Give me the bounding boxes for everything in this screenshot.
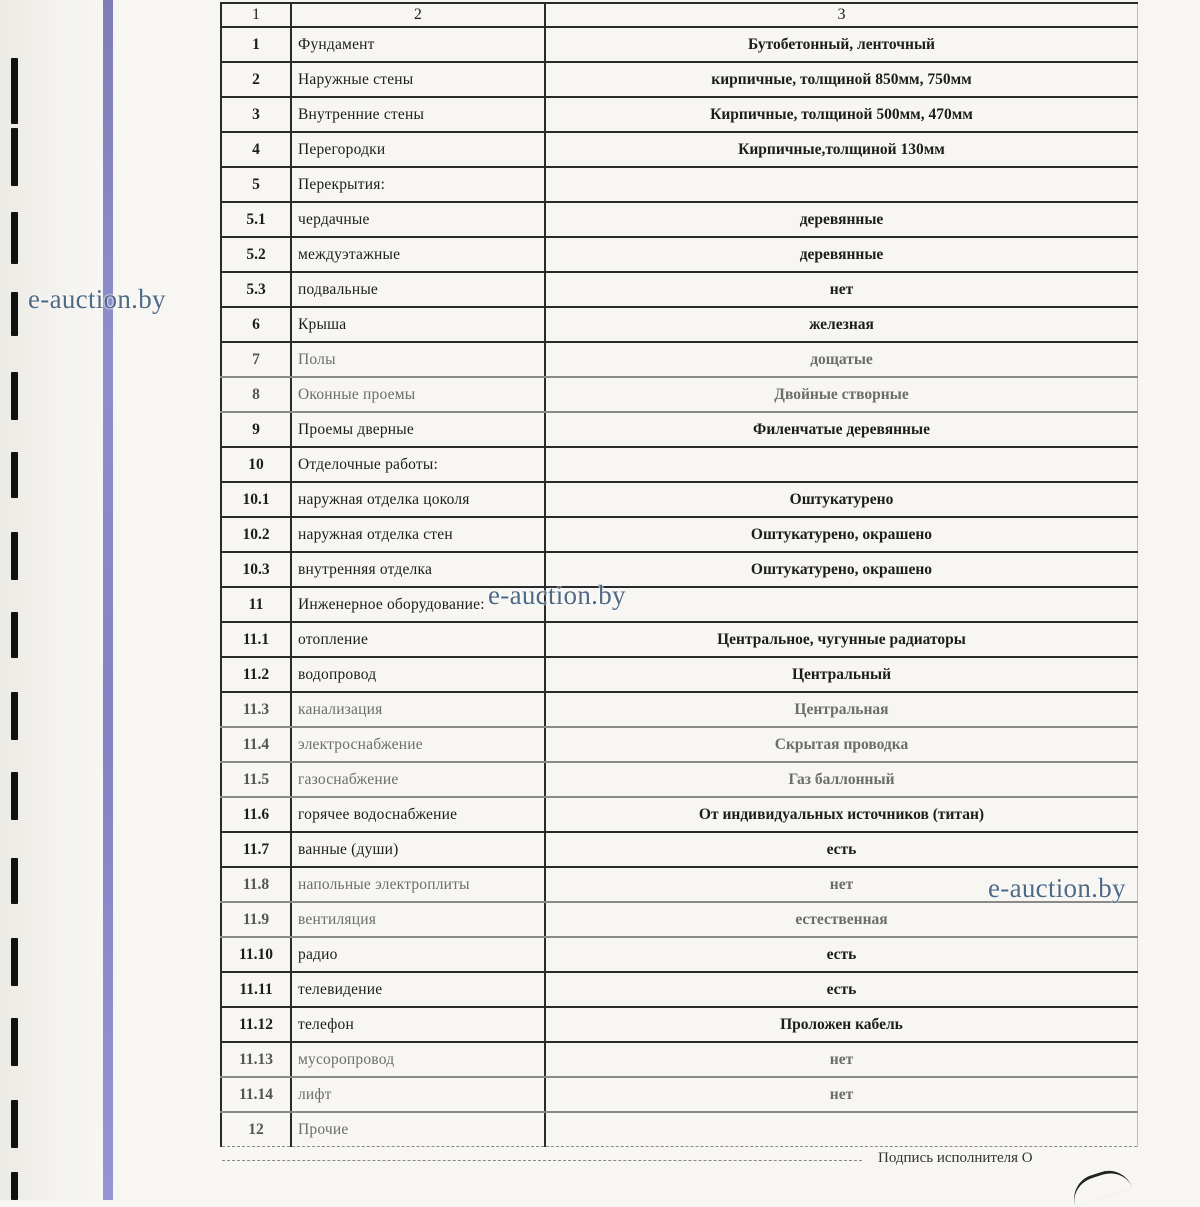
row-element: наружная отделка цоколя [291, 482, 545, 517]
table-row [221, 762, 1138, 797]
pen-stroke [1068, 1164, 1133, 1206]
row-element: Прочие [291, 1112, 545, 1147]
row-description: Филенчатые деревянные [545, 412, 1138, 447]
row-number: 10.1 [221, 482, 291, 517]
row-element: вентиляция [291, 902, 545, 937]
punch-mark [11, 692, 18, 740]
table-row [221, 937, 1138, 972]
row-number: 4 [221, 132, 291, 167]
table-row [221, 1042, 1138, 1077]
row-description: деревянные [545, 202, 1138, 237]
row-number: 8 [221, 377, 291, 412]
punch-mark [11, 772, 18, 820]
row-element: Проемы дверные [291, 412, 545, 447]
table-row [221, 167, 1138, 202]
punch-mark [11, 1172, 18, 1200]
row-description: Кирпичные,толщиной 130мм [545, 132, 1138, 167]
row-number: 11.14 [221, 1077, 291, 1112]
table-row [221, 727, 1138, 762]
row-element: электроснабжение [291, 727, 545, 762]
row-element: чердачные [291, 202, 545, 237]
row-number: 11.12 [221, 1007, 291, 1042]
row-description: дощатые [545, 342, 1138, 377]
column-header-element: 2 [291, 3, 545, 27]
row-number: 12 [221, 1112, 291, 1147]
row-description: Центральный [545, 657, 1138, 692]
table-row [221, 1007, 1138, 1042]
punch-mark [11, 58, 18, 124]
table-row [221, 1077, 1138, 1112]
table-row [221, 972, 1138, 1007]
row-description: Скрытая проводка [545, 727, 1138, 762]
row-description: Двойные створные [545, 377, 1138, 412]
table-row [221, 377, 1138, 412]
table-row [221, 132, 1138, 167]
binding-stripe [103, 0, 113, 1200]
row-number: 11.3 [221, 692, 291, 727]
row-number: 5.2 [221, 237, 291, 272]
row-number: 11.13 [221, 1042, 291, 1077]
row-number: 2 [221, 62, 291, 97]
row-description: есть [545, 937, 1138, 972]
punch-mark [11, 128, 18, 186]
row-element: телевидение [291, 972, 545, 1007]
building-description-table [220, 2, 1138, 1147]
row-description: деревянные [545, 237, 1138, 272]
row-element: наружная отделка стен [291, 517, 545, 552]
table-row [221, 97, 1138, 132]
table-row [221, 517, 1138, 552]
margin-stamp-text [37, 8, 57, 188]
row-description: Центральное, чугунные радиаторы [545, 622, 1138, 657]
table-row [221, 657, 1138, 692]
row-number: 1 [221, 27, 291, 62]
punch-mark [11, 938, 18, 986]
row-description: Оштукатурено, окрашено [545, 517, 1138, 552]
table-row [221, 482, 1138, 517]
row-number: 11.4 [221, 727, 291, 762]
row-description: нет [545, 1042, 1138, 1077]
row-number: 6 [221, 307, 291, 342]
table-row [221, 902, 1138, 937]
punch-mark [11, 1100, 18, 1148]
table-row [221, 552, 1138, 587]
table-row [221, 692, 1138, 727]
punch-mark [11, 212, 18, 264]
row-number: 11.1 [221, 622, 291, 657]
table-row [221, 342, 1138, 377]
watermark-text: e-auction.by [488, 580, 626, 610]
table-row [221, 447, 1138, 482]
row-element: телефон [291, 1007, 545, 1042]
row-element: отопление [291, 622, 545, 657]
row-element: Фундамент [291, 27, 545, 62]
row-element: Крыша [291, 307, 545, 342]
row-description: железная [545, 307, 1138, 342]
table-row [221, 27, 1138, 62]
row-description [545, 1112, 1138, 1147]
row-number: 11.9 [221, 902, 291, 937]
row-number: 5 [221, 167, 291, 202]
punch-mark [11, 452, 18, 498]
table-row [221, 202, 1138, 237]
punch-mark [11, 532, 18, 580]
row-element: лифт [291, 1077, 545, 1112]
table-row [221, 272, 1138, 307]
row-number: 10.2 [221, 517, 291, 552]
punch-mark [11, 372, 18, 420]
row-number: 5.1 [221, 202, 291, 237]
table-row [221, 797, 1138, 832]
row-description: есть [545, 972, 1138, 1007]
row-description: нет [545, 1077, 1138, 1112]
row-element: междуэтажные [291, 237, 545, 272]
row-description [545, 167, 1138, 202]
row-number: 11 [221, 587, 291, 622]
column-header-number: 1 [221, 3, 291, 27]
row-description: нет [545, 867, 1138, 902]
punch-mark [11, 1018, 18, 1066]
row-description: Бутобетонный, ленточный [545, 27, 1138, 62]
row-number: 10 [221, 447, 291, 482]
punch-mark [11, 858, 18, 904]
row-number: 11.8 [221, 867, 291, 902]
row-element: Внутренние стены [291, 97, 545, 132]
row-element: газоснабжение [291, 762, 545, 797]
row-description: Оштукатурено, окрашено [545, 552, 1138, 587]
row-element: Перекрытия: [291, 167, 545, 202]
watermark-text: e-auction.by [988, 873, 1126, 903]
column-header-description: 3 [545, 3, 1138, 27]
row-description: От индивидуальных источников (титан) [545, 797, 1138, 832]
row-description: Проложен кабель [545, 1007, 1138, 1042]
row-number: 5.3 [221, 272, 291, 307]
row-number: 11.6 [221, 797, 291, 832]
row-number: 7 [221, 342, 291, 377]
table-row [221, 412, 1138, 447]
row-element: Оконные проемы [291, 377, 545, 412]
row-element: подвальные [291, 272, 545, 307]
row-element: канализация [291, 692, 545, 727]
table-row [221, 1112, 1138, 1147]
table-row [221, 62, 1138, 97]
footer-divider [222, 1160, 862, 1161]
row-number: 11.10 [221, 937, 291, 972]
row-description: Газ баллонный [545, 762, 1138, 797]
row-element: Перегородки [291, 132, 545, 167]
table-row [221, 307, 1138, 342]
row-element: Инженерное оборудование: [291, 587, 545, 622]
punch-mark [11, 612, 18, 658]
row-number: 10.3 [221, 552, 291, 587]
row-description: Оштукатурено [545, 482, 1138, 517]
row-number: 9 [221, 412, 291, 447]
row-description: нет [545, 272, 1138, 307]
signature-label: Подпись исполнителя О [878, 1150, 1033, 1166]
row-description: естественная [545, 902, 1138, 937]
row-description [545, 587, 1138, 622]
table-row [221, 237, 1138, 272]
row-description: есть [545, 832, 1138, 867]
row-description [545, 447, 1138, 482]
row-element: Наружные стены [291, 62, 545, 97]
watermark-text: e-auction.by [28, 284, 166, 314]
row-number: 11.7 [221, 832, 291, 867]
row-description: Центральная [545, 692, 1138, 727]
row-number: 11.11 [221, 972, 291, 1007]
row-element: водопровод [291, 657, 545, 692]
row-description: кирпичные, толщиной 850мм, 750мм [545, 62, 1138, 97]
row-element: радио [291, 937, 545, 972]
row-element: Отделочные работы: [291, 447, 545, 482]
row-element: горячее водоснабжение [291, 797, 545, 832]
row-element: ванные (души) [291, 832, 545, 867]
row-element: внутренняя отделка [291, 552, 545, 587]
row-description: Кирпичные, толщиной 500мм, 470мм [545, 97, 1138, 132]
row-number: 11.2 [221, 657, 291, 692]
row-element: мусоропровод [291, 1042, 545, 1077]
row-element: напольные электроплиты [291, 867, 545, 902]
table-row [221, 587, 1138, 622]
row-number: 3 [221, 97, 291, 132]
row-number: 11.5 [221, 762, 291, 797]
punch-mark [11, 292, 18, 336]
table-row [221, 832, 1138, 867]
table-header-row [221, 3, 1138, 27]
table-row [221, 622, 1138, 657]
row-element: Полы [291, 342, 545, 377]
